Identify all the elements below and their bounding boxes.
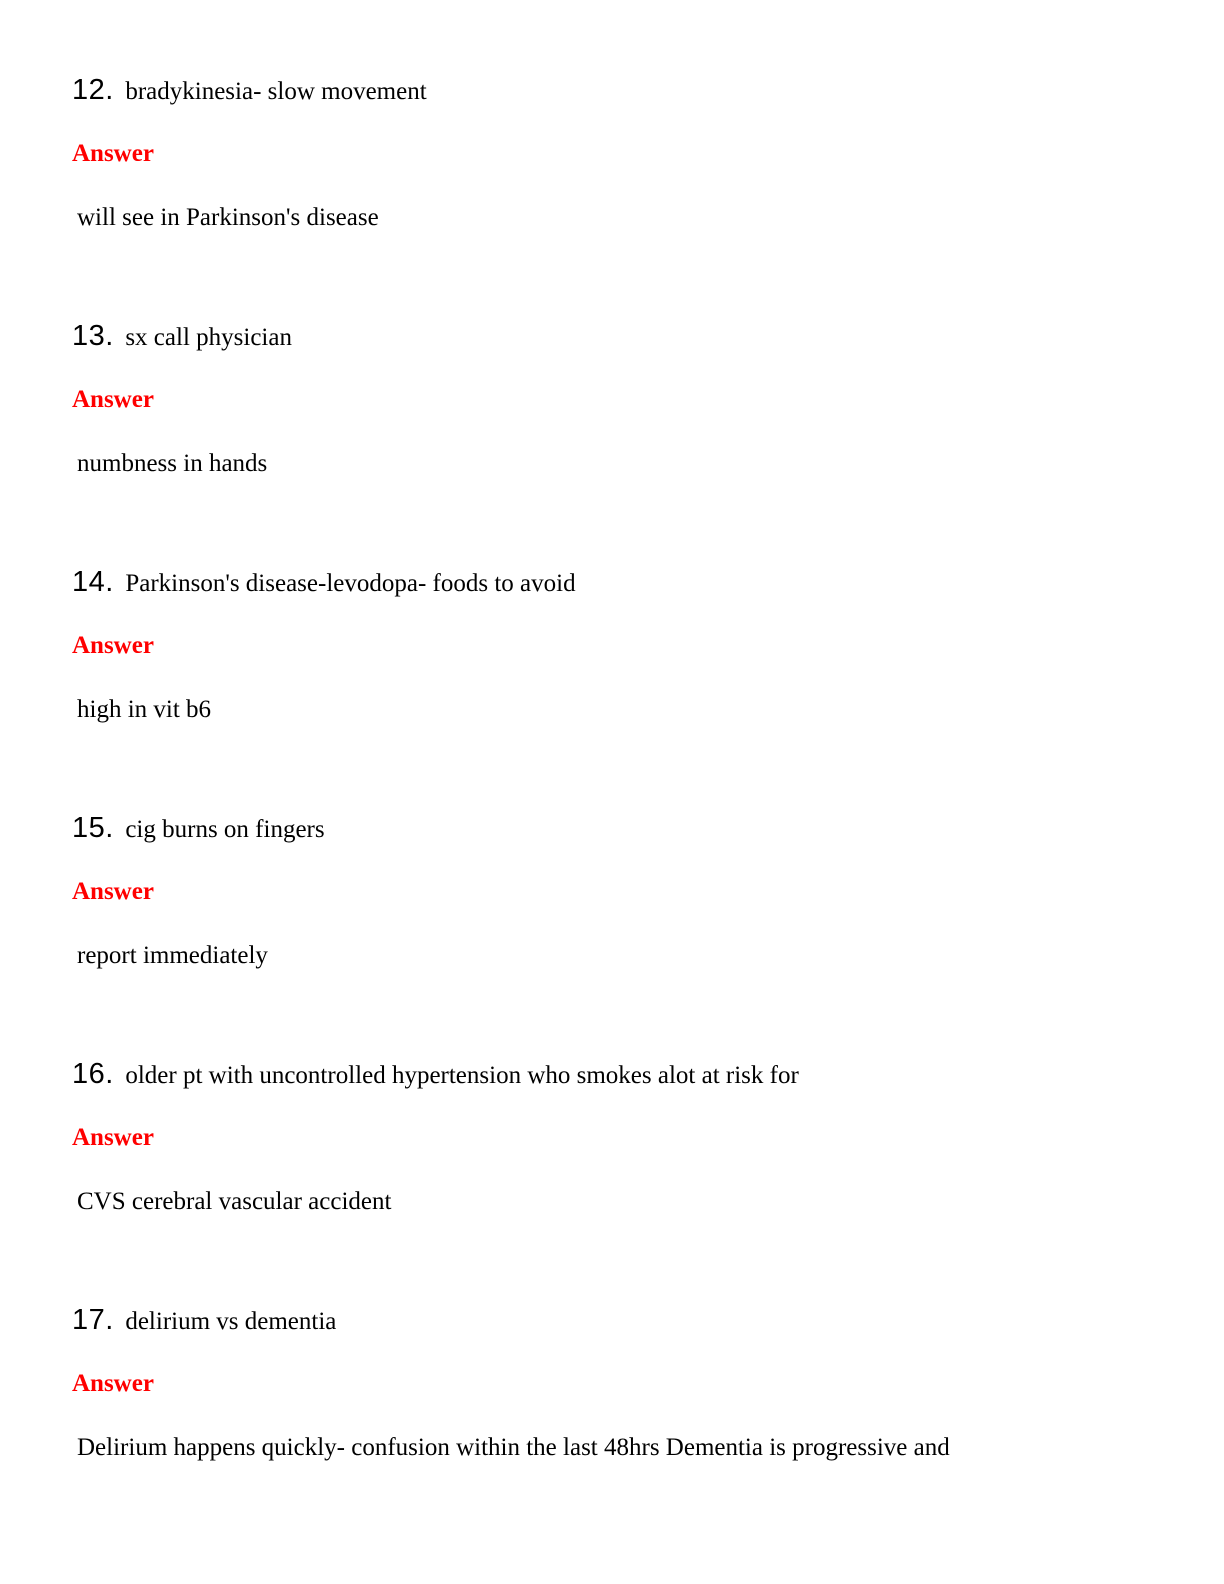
answer-label: Answer xyxy=(72,1124,154,1151)
answer-label: Answer xyxy=(72,386,154,413)
answer-text: will see in Parkinson's disease xyxy=(77,204,379,231)
question-number-dot: . xyxy=(105,1058,114,1090)
question-line xyxy=(72,74,427,107)
question-line xyxy=(72,812,325,845)
question-line xyxy=(72,566,576,599)
question-line xyxy=(72,1304,336,1337)
question-text: sx call physician xyxy=(125,324,292,351)
question-number-dot: . xyxy=(105,320,114,352)
answer-label: Answer xyxy=(72,632,154,659)
question-text: bradykinesia- slow movement xyxy=(125,78,427,105)
answer-label: Answer xyxy=(72,878,154,905)
question-line xyxy=(72,320,292,353)
answer-text: high in vit b6 xyxy=(77,696,212,723)
question-number-dot: . xyxy=(105,74,114,106)
question-text: Parkinson's disease-levodopa- foods to avoid xyxy=(125,570,576,597)
question-number: 14 xyxy=(72,566,106,598)
question-number: 13 xyxy=(72,320,106,352)
question-number: 16 xyxy=(72,1058,106,1090)
question-number: 15 xyxy=(72,812,106,844)
question-line xyxy=(72,1058,799,1091)
question-number: 12 xyxy=(72,74,106,106)
question-text: delirium vs dementia xyxy=(125,1308,337,1335)
question-text: cig burns on fingers xyxy=(125,816,325,843)
answer-label: Answer xyxy=(72,1370,154,1397)
answer-text: numbness in hands xyxy=(77,450,268,477)
question-number-dot: . xyxy=(105,566,114,598)
answer-text: Delirium happens quickly- confusion within the last 48hrs Dementia is progressive and xyxy=(77,1434,950,1461)
answer-label: Answer xyxy=(72,140,154,167)
answer-text: CVS cerebral vascular accident xyxy=(77,1188,392,1215)
question-number-dot: . xyxy=(105,812,114,844)
question-number-dot: . xyxy=(105,1304,114,1336)
question-text: older pt with uncontrolled hypertension who smokes alot at risk for xyxy=(125,1062,799,1089)
question-number: 17 xyxy=(72,1304,106,1336)
answer-text: report immediately xyxy=(77,942,268,969)
